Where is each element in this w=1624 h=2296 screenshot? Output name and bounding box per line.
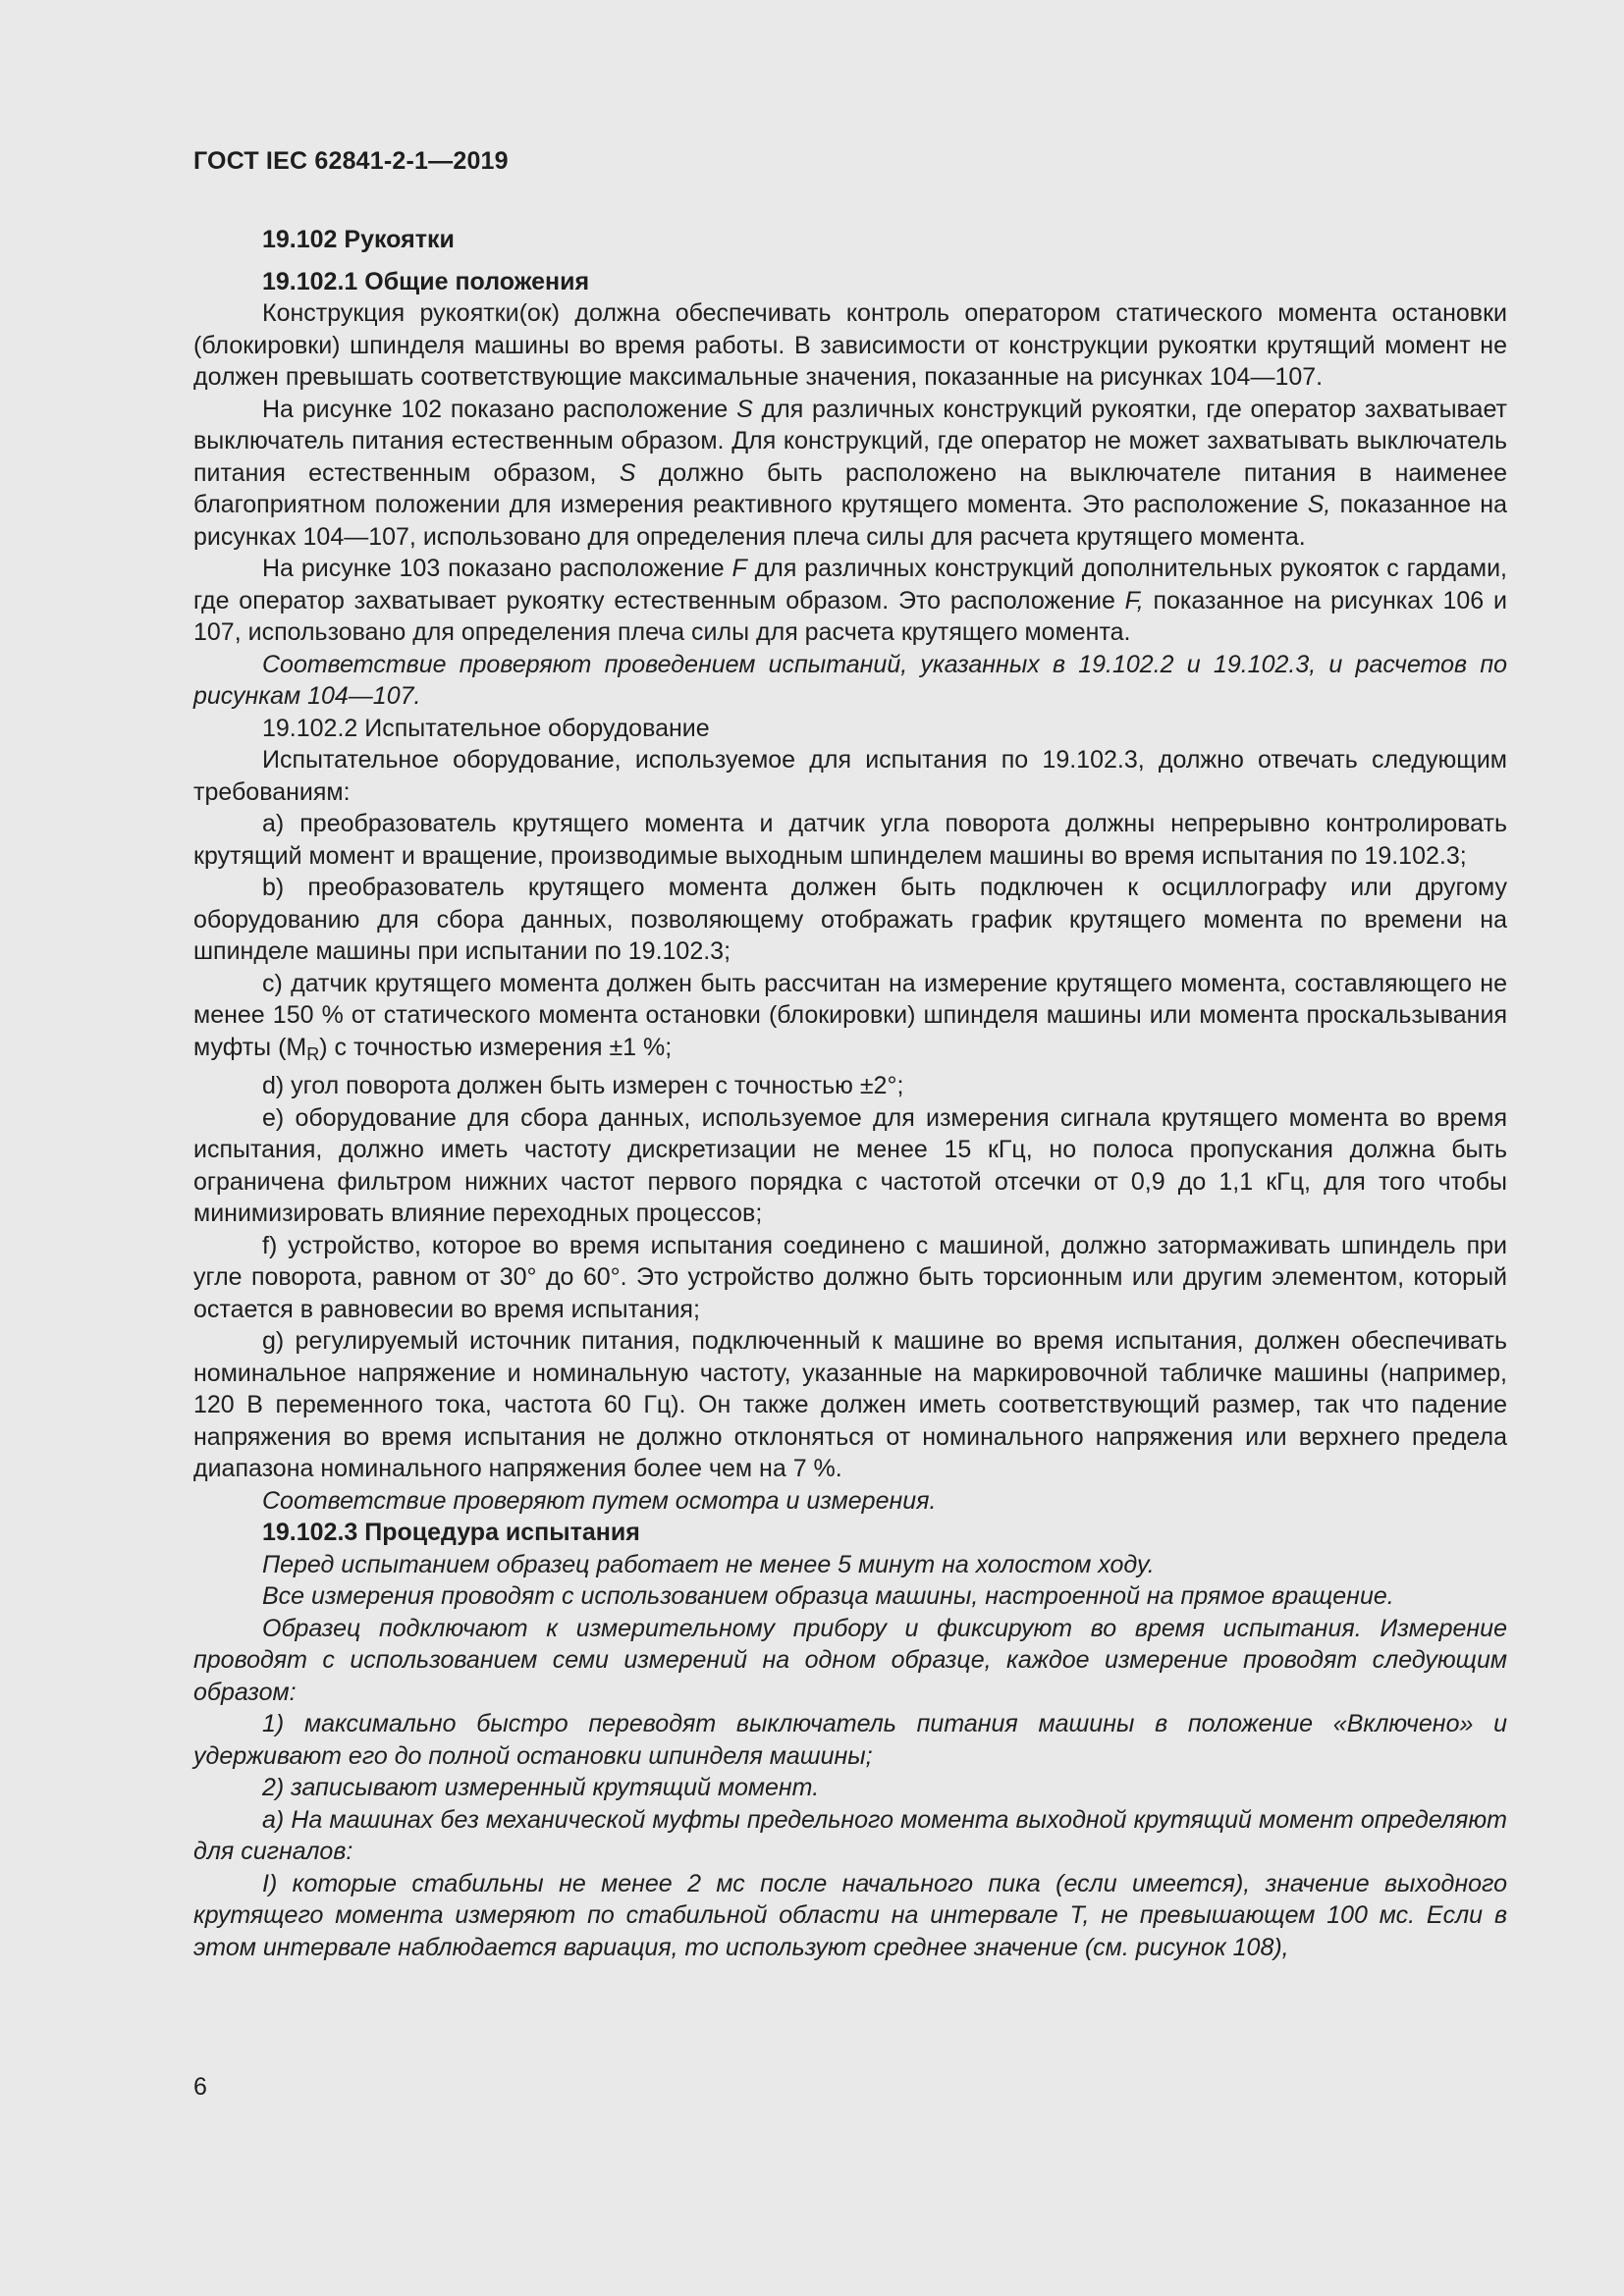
paragraph-figure-103: На рисунке 103 показано расположение F для различных конструкций дополнительных рукояток с гардами, где оператор захватывает рукоятку естественным образом. Это расположение F, показанное на рисунках 106 и 107, использовано для определения плеча силы для расчета крутящего момента. (193, 555, 1507, 646)
list-item-g: g) регулируемый источник питания, подключенный к машине во время испытания, должен обеспечивать номинальное напряжение и номинальную частоту, указанные на маркировочной табличке машины (например, 120 В переменного тока, частота 60 Гц). Он также должен иметь соответствующий размер, так что падение напряжения во время испытания не должно отклоняться от номинального напряжения или верхнего предела диапазона номинального напряжения более чем на 7 %. (193, 1327, 1507, 1482)
procedure-step-2: 2) записывают измеренный крутящий момент. (262, 1774, 820, 1801)
procedure-paragraph-1: Перед испытанием образец работает не менее 5 минут на холостом ходу. (262, 1550, 1155, 1578)
paragraph-compliance: Соответствие проверяют проведением испытаний, указанных в 19.102.2 и 19.102.3, и расчетов по рисункам 104—107. (193, 650, 1507, 710)
procedure-case-i: I) которые стабильны не менее 2 мс после начального пика (если имеется), значение выходного крутящего момента измеряют по стабильной области на интервале T, не превышающем 100 мс. Если в этом интервале наблюдается вариация, то используют среднее значение (см. рисунок 108), (193, 1869, 1507, 1961)
document-code-header: ГОСТ IEC 62841-2-1—2019 (193, 147, 509, 175)
list-item-b: b) преобразователь крутящего момента должен быть подключен к осциллографу или другому оборудованию для сбора данных, позволяющему отображать график крутящего момента по времени на шпинделе машины при испытании по 19.102.3; (193, 874, 1507, 965)
list-item-e: e) оборудование для сбора данных, используемое для измерения сигнала крутящего момента во время испытания, должно иметь частоту дискретизации не менее 15 кГц, но полоса пропускания должна быть ограничена фильтром нижних частот первого порядка с частотой отсечки от 0,9 до 1,1 кГц, для того чтобы минимизировать влияние переходных процессов; (193, 1103, 1507, 1227)
paragraph-equipment-intro: Испытательное оборудование, используемое для испытания по 19.102.3, должно отвечать следующим требованиям: (193, 746, 1507, 806)
list-item-d: d) угол поворота должен быть измерен с точностью ±2°; (262, 1072, 904, 1099)
paragraph-figure-102: На рисунке 102 показано расположение S для различных конструкций рукоятки, где оператор захватывает выключатель питания естественным образом. Для конструкций, где оператор не может захватывать выключатель питания естественным образом, S должно быть расположено на выключателе питания в наименее благоприятном положении для измерения реактивного крутящего момента. Это расположение S, показанное на рисунках 104—107, использовано для определения плеча силы для расчета крутящего момента. (193, 395, 1507, 551)
procedure-paragraph-3: Образец подключают к измерительному прибору и фиксируют во время испытания. Измерение проводят с использованием семи измерений на одном образце, каждое измерение проводят следующим образом: (193, 1614, 1507, 1706)
list-item-a: a) преобразователь крутящего момента и датчик угла поворота должны непрерывно контролировать крутящий момент и вращение, производимые выходным шпинделем машины во время испытания по 19.102.3; (193, 810, 1507, 870)
document-body (193, 224, 1507, 1963)
procedure-paragraph-2: Все измерения проводят с использованием образца машины, настроенной на прямое вращение. (262, 1582, 1394, 1610)
list-item-f: f) устройство, которое во время испытания соединено с машиной, должно затормаживать шпиндель при угле поворота, равном от 30° до 60°. Это устройство должно быть торсионным или другим элементом, который остается в равновесии во время испытания; (193, 1231, 1507, 1323)
section-title: 19.102 Рукоятки (262, 226, 455, 253)
subsection-title-procedure: 19.102.3 Процедура испытания (262, 1519, 640, 1546)
procedure-step-1: 1) максимально быстро переводят выключатель питания машины в положение «Включено» и удерживают его до полной остановки шпинделя машины; (193, 1710, 1507, 1770)
subsection-title-general: 19.102.1 Общие положения (262, 267, 590, 295)
page-number: 6 (193, 2073, 207, 2101)
paragraph-check: Соответствие проверяют путем осмотра и измерения. (262, 1486, 937, 1515)
procedure-case-a: a) На машинах без механической муфты предельного момента выходной крутящий момент определяют для сигналов: (193, 1805, 1507, 1865)
paragraph-handle-design: Конструкция рукоятки(ок) должна обеспечивать контроль оператором статического момента остановки (блокировки) шпинделя машины во время работы. В зависимости от конструкции рукоятки крутящий момент не должен превышать соответствующие максимальные значения, показанные на рисунках 104—107. (193, 299, 1507, 391)
subsection-title-equipment: 19.102.2 Испытательное оборудование (262, 714, 710, 742)
list-item-c: c) датчик крутящего момента должен быть рассчитан на измерение крутящего момента, составляющего не менее 150 % от статического момента остановки (блокировки) шпинделя машины или момента проскальзывания муфты $(M_R)$ с точностью измерения ±1 %; (193, 969, 1507, 1064)
